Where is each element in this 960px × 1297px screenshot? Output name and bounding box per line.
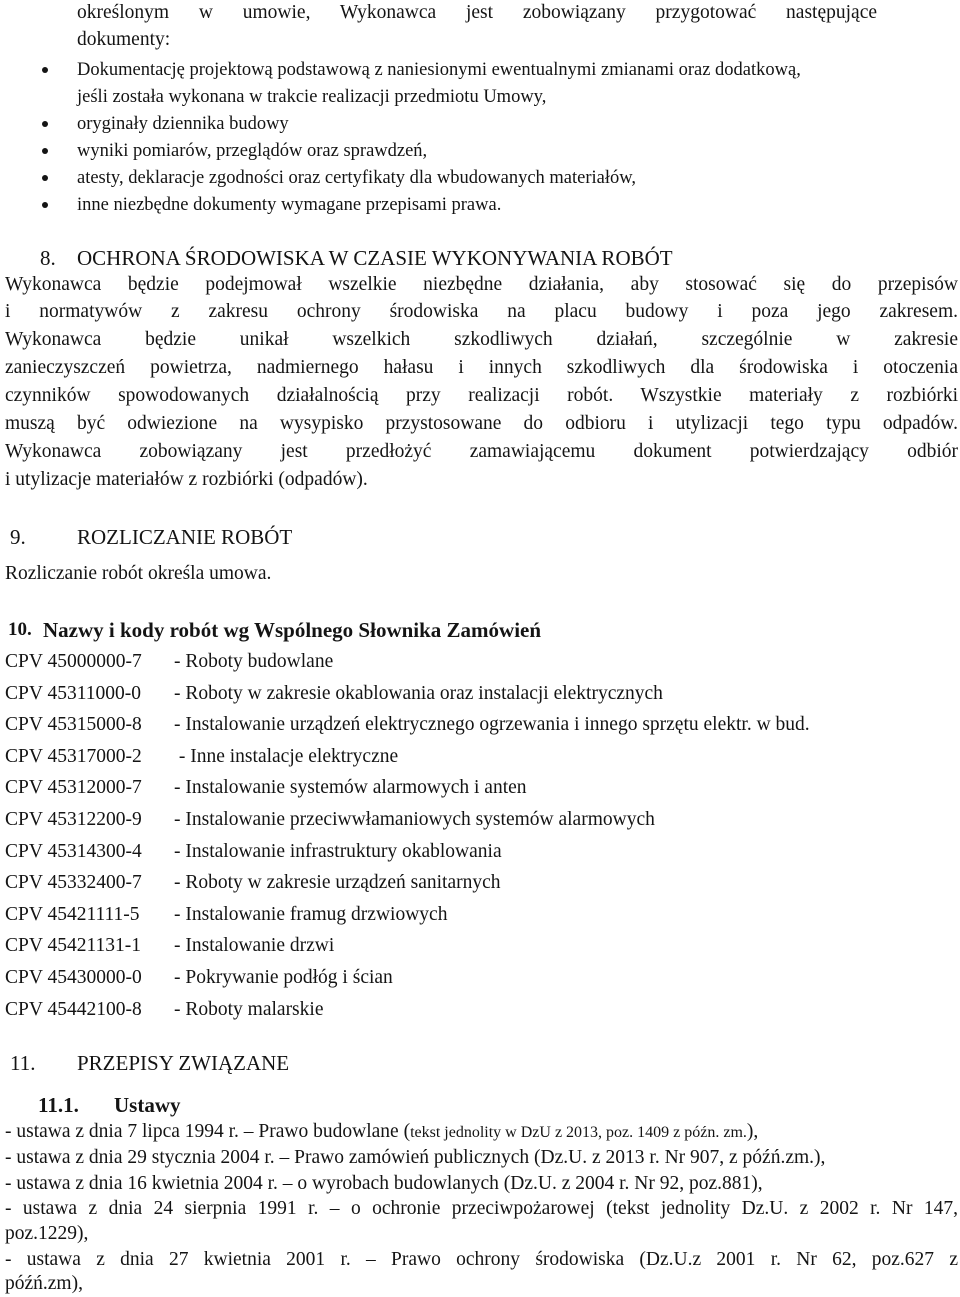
cpv-code: CPV 45312000-7 [5, 777, 142, 798]
intro-line: określonym w umowie, Wykonawca jest zobowiązany przygotować następujące [77, 2, 877, 23]
bullet-item: Dokumentację projektową podstawową z naniesionymi ewentualnymi zmianami oraz dodatkową, [77, 60, 801, 80]
section-number: 9. [10, 525, 26, 549]
law-item: późń.zm), [5, 1273, 83, 1294]
cpv-row [5, 775, 527, 801]
cpv-description: - Roboty w zakresie urządzeń sanitarnych [174, 872, 501, 893]
cpv-code: CPV 45312200-9 [5, 809, 142, 830]
bullet-item: oryginały dziennika budowy [77, 114, 289, 134]
cpv-code: CPV 45442100-8 [5, 999, 142, 1020]
section-title: PRZEPISY ZWIĄZANE [77, 1051, 290, 1075]
cpv-code: CPV 45421111-5 [5, 904, 140, 925]
cpv-description: - Instalowanie infrastruktury okablowania [174, 841, 502, 862]
intro-line: dokumenty: [77, 29, 171, 50]
law-item: - ustawa z dnia 29 stycznia 2004 r. – Prawo zamówień publicznych (Dz.U. z 2013 r. Nr 907, z późń.zm.), [5, 1147, 826, 1168]
cpv-code: CPV 45315000-8 [5, 714, 142, 735]
cpv-description: - Instalowanie przeciwwłamaniowych systemów alarmowych [174, 809, 655, 830]
cpv-description: - Instalowanie drzwi [174, 935, 335, 956]
cpv-code: CPV 45317000-2 [5, 746, 142, 767]
cpv-description: - Instalowanie systemów alarmowych i anten [174, 777, 527, 798]
section-title: ROZLICZANIE ROBÓT [77, 525, 293, 549]
cpv-code: CPV 45332400-7 [5, 872, 142, 893]
paragraph-line: czynników spowodowanych działalnością przy realizacji robót. Wszystkie materiały z rozbiórki [5, 385, 958, 406]
subsection-number: 11.1. [38, 1093, 79, 1117]
law-text: - ustawa z dnia 7 lipca 1994 r. – Prawo budowlane ( [5, 1121, 411, 1142]
cpv-code: CPV 45430000-0 [5, 967, 142, 988]
bullet-icon [42, 148, 48, 154]
cpv-description: - Instalowanie framug drzwiowych [174, 904, 448, 925]
paragraph-line: Wykonawca będzie unikał wszelkich szkodliwych działań, szczególnie w zakresie [5, 329, 958, 350]
law-item: poz.1229), [5, 1223, 89, 1244]
paragraph-line: Wykonawca zobowiązany jest przedłożyć zamawiającemu dokument potwierdzający odbiór [5, 441, 958, 462]
cpv-row [5, 649, 333, 675]
cpv-row [5, 965, 393, 991]
cpv-row [5, 712, 810, 738]
bullet-icon [42, 67, 48, 73]
section-title: Nazwy i kody robót wg Wspólnego Słownika Zamówień [43, 618, 542, 642]
law-item: - ustawa z dnia 16 kwietnia 2004 r. – o wyrobach budowlanych (Dz.U. z 2004 r. Nr 92, poz.881), [5, 1173, 763, 1194]
bullet-item: inne niezbędne dokumenty wymagane przepisami prawa. [77, 195, 502, 215]
bullet-icon [42, 175, 48, 181]
cpv-description: - Pokrywanie podłóg i ścian [174, 967, 393, 988]
cpv-row [5, 839, 502, 865]
bullet-item: atesty, deklaracje zgodności oraz certyfikaty dla wbudowanych materiałów, [77, 168, 637, 188]
law-item [5, 1119, 758, 1146]
cpv-row [5, 681, 663, 707]
cpv-row [5, 870, 501, 896]
section-number: 10. [8, 619, 32, 640]
cpv-code: CPV 45314300-4 [5, 841, 142, 862]
paragraph-line: zanieczyszczeń powietrza, nadmiernego hałasu i innych szkodliwych dla środowiska i otoczenia [5, 357, 958, 378]
cpv-row [5, 997, 323, 1023]
paragraph-line: muszą być odwiezione na wysypisko przystosowane do odbioru i utylizacji tego typu odpadów. [5, 413, 958, 434]
paragraph-line: i utylizacje materiałów z rozbiórki (odpadów). [5, 469, 368, 490]
cpv-description: - Roboty malarskie [174, 999, 324, 1020]
bullet-icon [42, 202, 48, 208]
law-text: ), [746, 1121, 759, 1142]
bullet-item: wyniki pomiarów, przeglądów oraz sprawdzeń, [77, 141, 428, 161]
paragraph-line: Wykonawca będzie podejmował wszelkie niezbędne działania, aby stosować się do przepisów [5, 274, 958, 295]
cpv-code: CPV 45000000-7 [5, 651, 142, 672]
law-item: - ustawa z dnia 27 kwietnia 2001 r. – Prawo ochrony środowiska (Dz.U.z 2001 r. Nr 62, poz.627 z [5, 1249, 958, 1270]
paragraph-line: Rozliczanie robót określa umowa. [5, 563, 272, 584]
bullet-icon [42, 121, 48, 127]
cpv-description: - Instalowanie urządzeń elektrycznego ogrzewania i innego sprzętu elektr. w bud. [174, 714, 810, 735]
section-title: OCHRONA ŚRODOWISKA W CZASIE WYKONYWANIA ROBÓT [77, 246, 673, 270]
bullet-item: jeśli została wykonana w trakcie realizacji przedmiotu Umowy, [77, 87, 547, 107]
section-number: 11. [10, 1051, 36, 1075]
cpv-description: - Roboty w zakresie okablowania oraz instalacji elektrycznych [174, 683, 663, 704]
law-item: - ustawa z dnia 24 sierpnia 1991 r. – o ochronie przeciwpożarowej (tekst jednolity Dz.U. z 2002 r. Nr 147, [5, 1198, 958, 1219]
cpv-description: - Roboty budowlane [174, 651, 334, 672]
cpv-row [5, 933, 334, 959]
cpv-row [5, 902, 447, 928]
cpv-code: CPV 45421131-1 [5, 935, 141, 956]
paragraph-line: i normatywów z zakresu ochrony środowiska na placu budowy i poza jego zakresem. [5, 301, 958, 322]
cpv-row [5, 744, 398, 770]
cpv-row [5, 807, 655, 833]
cpv-code: CPV 45311000-0 [5, 683, 141, 704]
subsection-title: Ustawy [114, 1093, 181, 1117]
cpv-description: - Inne instalacje elektryczne [174, 746, 399, 767]
law-note: tekst jednolity w DzU z 2013, poz. 1409 z późn. zm. [410, 1124, 747, 1141]
section-number: 8. [40, 246, 56, 270]
